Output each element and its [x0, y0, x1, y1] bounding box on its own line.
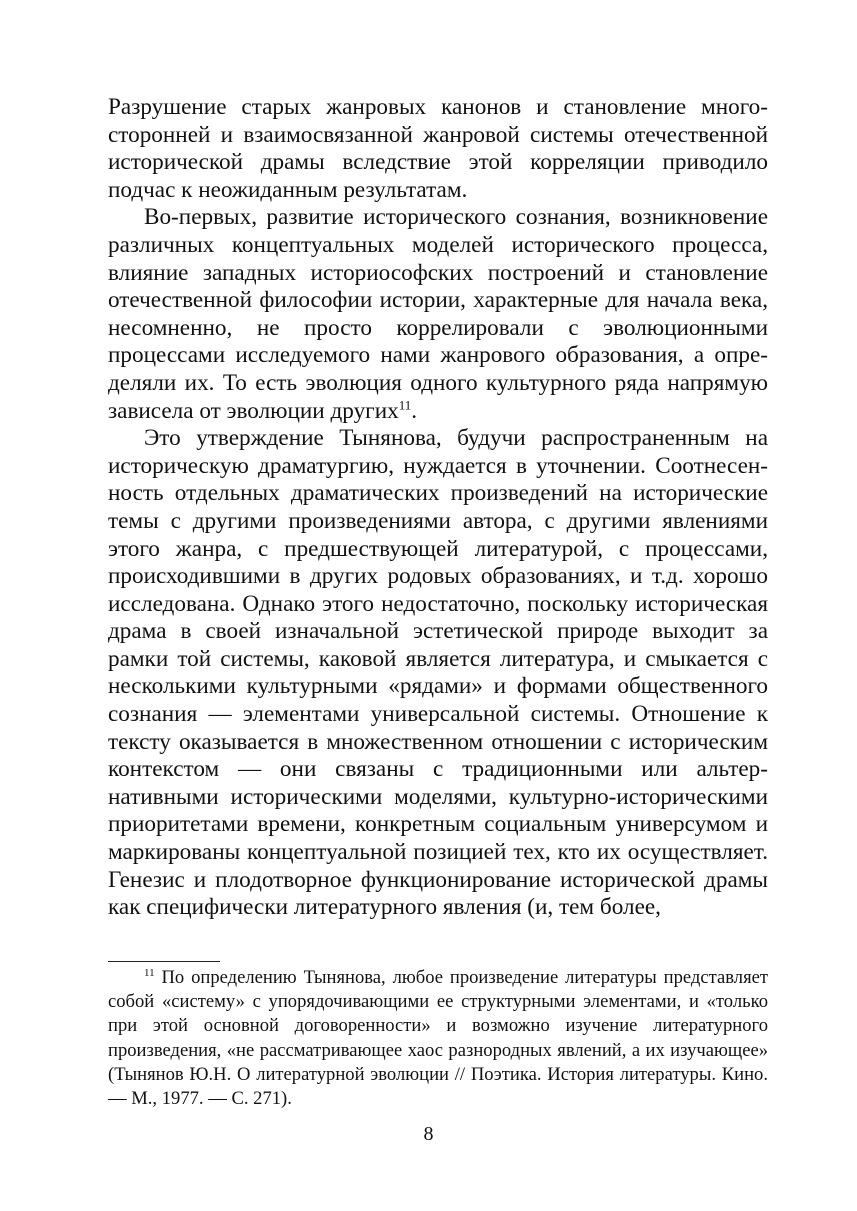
footnote-text: По определению Тынянова, любое произведение литературы представляет собой «систему» с упорядочивающими ее структурными элементами, и «только при этой основной договоренности» и возможно изучение литературного произведения, «не рассматривающее хаос разнородных явлений, а их изучающее» (Тынянов Ю.Н. О литературной эволюции // Поэтика. История литературы. Кино. — М., 1977. — С. 271).: [108, 967, 768, 1110]
paragraph-3: Это утверждение Тынянова, будучи распространенным на историческую драматургию, нуждается в уточнении. Соотнесенность отдельных драматических произведений на исторические темы с другими произведениями автора, с другими явлениями этого жанра, с предшествующей литературой, с процессами, происходившими в других родовых образованиях, и т.д. хорошо исследована. Однако этого недостаточно, поскольку историческая драма в своей изначальной эстетической природе выходит за рамки той системы, каковой является литература, и смыкается с несколькими культурными «рядами» и формами общественного сознания — элементами универсальной системы. Отношение к тексту оказывается в множественном отношении с историческим контекстом — они связаны с традиционными или альтернативными историческими моделями, культурно-историческими приоритетами времени, конкретным социальным универсумом и маркированы концептуальной позицией тех, кто их осуществляет. Генезис и плодотворное функционирование исторической драмы как специфически литературного явления (и, тем более,: [108, 425, 768, 921]
footnote-number: 11: [144, 966, 155, 979]
footnote: [108, 966, 768, 1111]
paragraph-1: Разрушение старых жанровых канонов и становление многосторонней и взаимосвязанной жанровой системы отечественной исторической драмы вследствие этой корреляции приводило подчас к неожиданным результатам.: [108, 94, 768, 203]
main-text: [108, 94, 768, 922]
paragraph-2-text: Во-первых, развитие исторического сознания, возникновение различных концептуальных моделей исторического процесса, влияние западных историософских построений и становление отечественной философии истории, характерные для начала века, несомненно, не просто коррелировали с эволюционными процессами исследуемого нами жанрового образования, а определяли их. То есть эволюция одного культурного ряда напрямую зависела от эволюции других: [108, 204, 768, 424]
paragraph-2-end: .: [411, 397, 418, 424]
footnote-divider: [108, 961, 220, 962]
footnote-reference: 11: [398, 396, 412, 412]
paragraph-2: [108, 204, 768, 425]
page-number: 8: [423, 1123, 434, 1145]
